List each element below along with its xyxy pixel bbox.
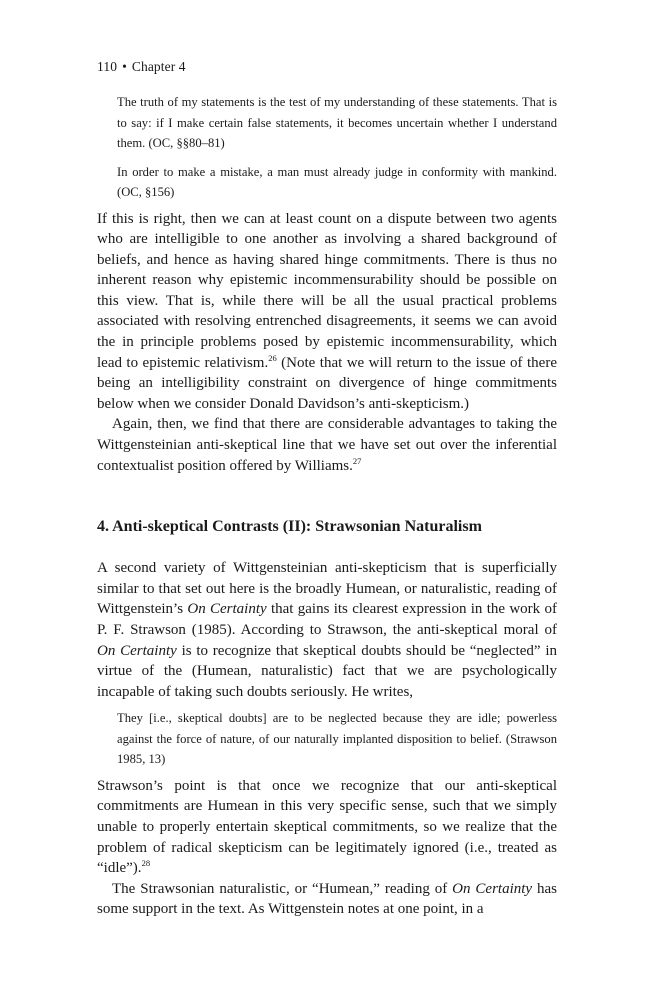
footnote-marker-27[interactable]: 27: [352, 455, 362, 466]
section-heading: 4. Anti-skeptical Contrasts (II): Strawsonian Naturalism: [97, 518, 482, 536]
paragraph-text: Strawson’s point is that once we recognize that our anti-skeptical commitments are Humean in this very specific sense, such that we simply unable to properly entertain skeptical commitments, so we realize that the problem of radical skepticism can be legitimately ignored (i.e., treated as “idle”).: [97, 777, 557, 877]
paragraph-text: If this is right, then we can at least count on a dispute between two agents who are intelligible to one another as involving a shared background of beliefs, and hence as having shared hinge commitments. There is thus no inherent reason why epistemic incommensurability should be possible on this view. That is, while there will be all the usual practical problems associated with resolving entrenched disagreements, it seems we can avoid the in principle problems posed by epistemic incommensurability, which lead to epistemic relativism.: [97, 210, 557, 371]
paragraph-text-continued: (Note that we will return to the issue of there being an intelligibility constraint on divergence of hinge commitments below when we consider Donald Davidson’s anti-skepticism.): [97, 354, 557, 412]
footnote-marker-26[interactable]: 26: [268, 352, 277, 363]
page-number: 110: [97, 59, 118, 74]
footnote-marker-28[interactable]: 28: [141, 858, 151, 869]
paragraph-text: The Strawsonian naturalistic, or “Humean,” reading of: [112, 880, 453, 897]
bullet-separator: •: [122, 59, 127, 74]
paragraph-intelligibility: [97, 209, 557, 415]
book-title: On Certainty: [187, 601, 267, 618]
book-title: On Certainty: [452, 880, 533, 897]
paragraph-humean-reading: [97, 879, 557, 920]
paragraph-text: Again, then, we find that there are considerable advantages to taking the Wittgensteinian anti-skeptical line that we have set out over the inferential contextualist position offered by Williams.: [97, 416, 557, 474]
paragraph-text: that gains its clearest expression in the work of P. F. Strawson (1985). According to Strawson, the anti-skeptical moral of: [97, 601, 557, 638]
paragraph-text: A second variety of Wittgensteinian anti-skepticism that is superficially similar to that set out here is the broadly Humean, or naturalistic, reading of Wittgenstein’s: [97, 560, 557, 618]
block-quote-strawson: They [i.e., skeptical doubts] are to be neglected because they are idle; powerless against the force of nature, of our naturally implanted disposition to belief. (Strawson 1985, 13): [117, 711, 557, 767]
running-head: [97, 58, 557, 76]
book-page: [97, 58, 557, 920]
chapter-label: Chapter 4: [131, 59, 186, 74]
paragraph-text: has some support in the text. As Wittgenstein notes at one point, in a: [97, 880, 557, 918]
book-title: On Certainty: [97, 642, 177, 659]
paragraph-strawson-point: [97, 776, 557, 879]
block-quote-oc-80-81: The truth of my statements is the test of my understanding of these statements. That is to say: if I make certain false statements, it becomes uncertain whether I understand them. (OC, §§80–81): [117, 95, 557, 150]
paragraph-advantages: [97, 414, 557, 476]
paragraph-strawson-intro: [97, 558, 557, 702]
paragraph-text: is to recognize that skeptical doubts should be “neglected” in virtue of the (Humean, naturalistic) fact that we are psychologically incapable of taking such doubts seriously. He writes,: [97, 642, 557, 700]
block-quote-oc-156: In order to make a mistake, a man must already judge in conformity with mankind. (OC, §156): [117, 164, 557, 199]
